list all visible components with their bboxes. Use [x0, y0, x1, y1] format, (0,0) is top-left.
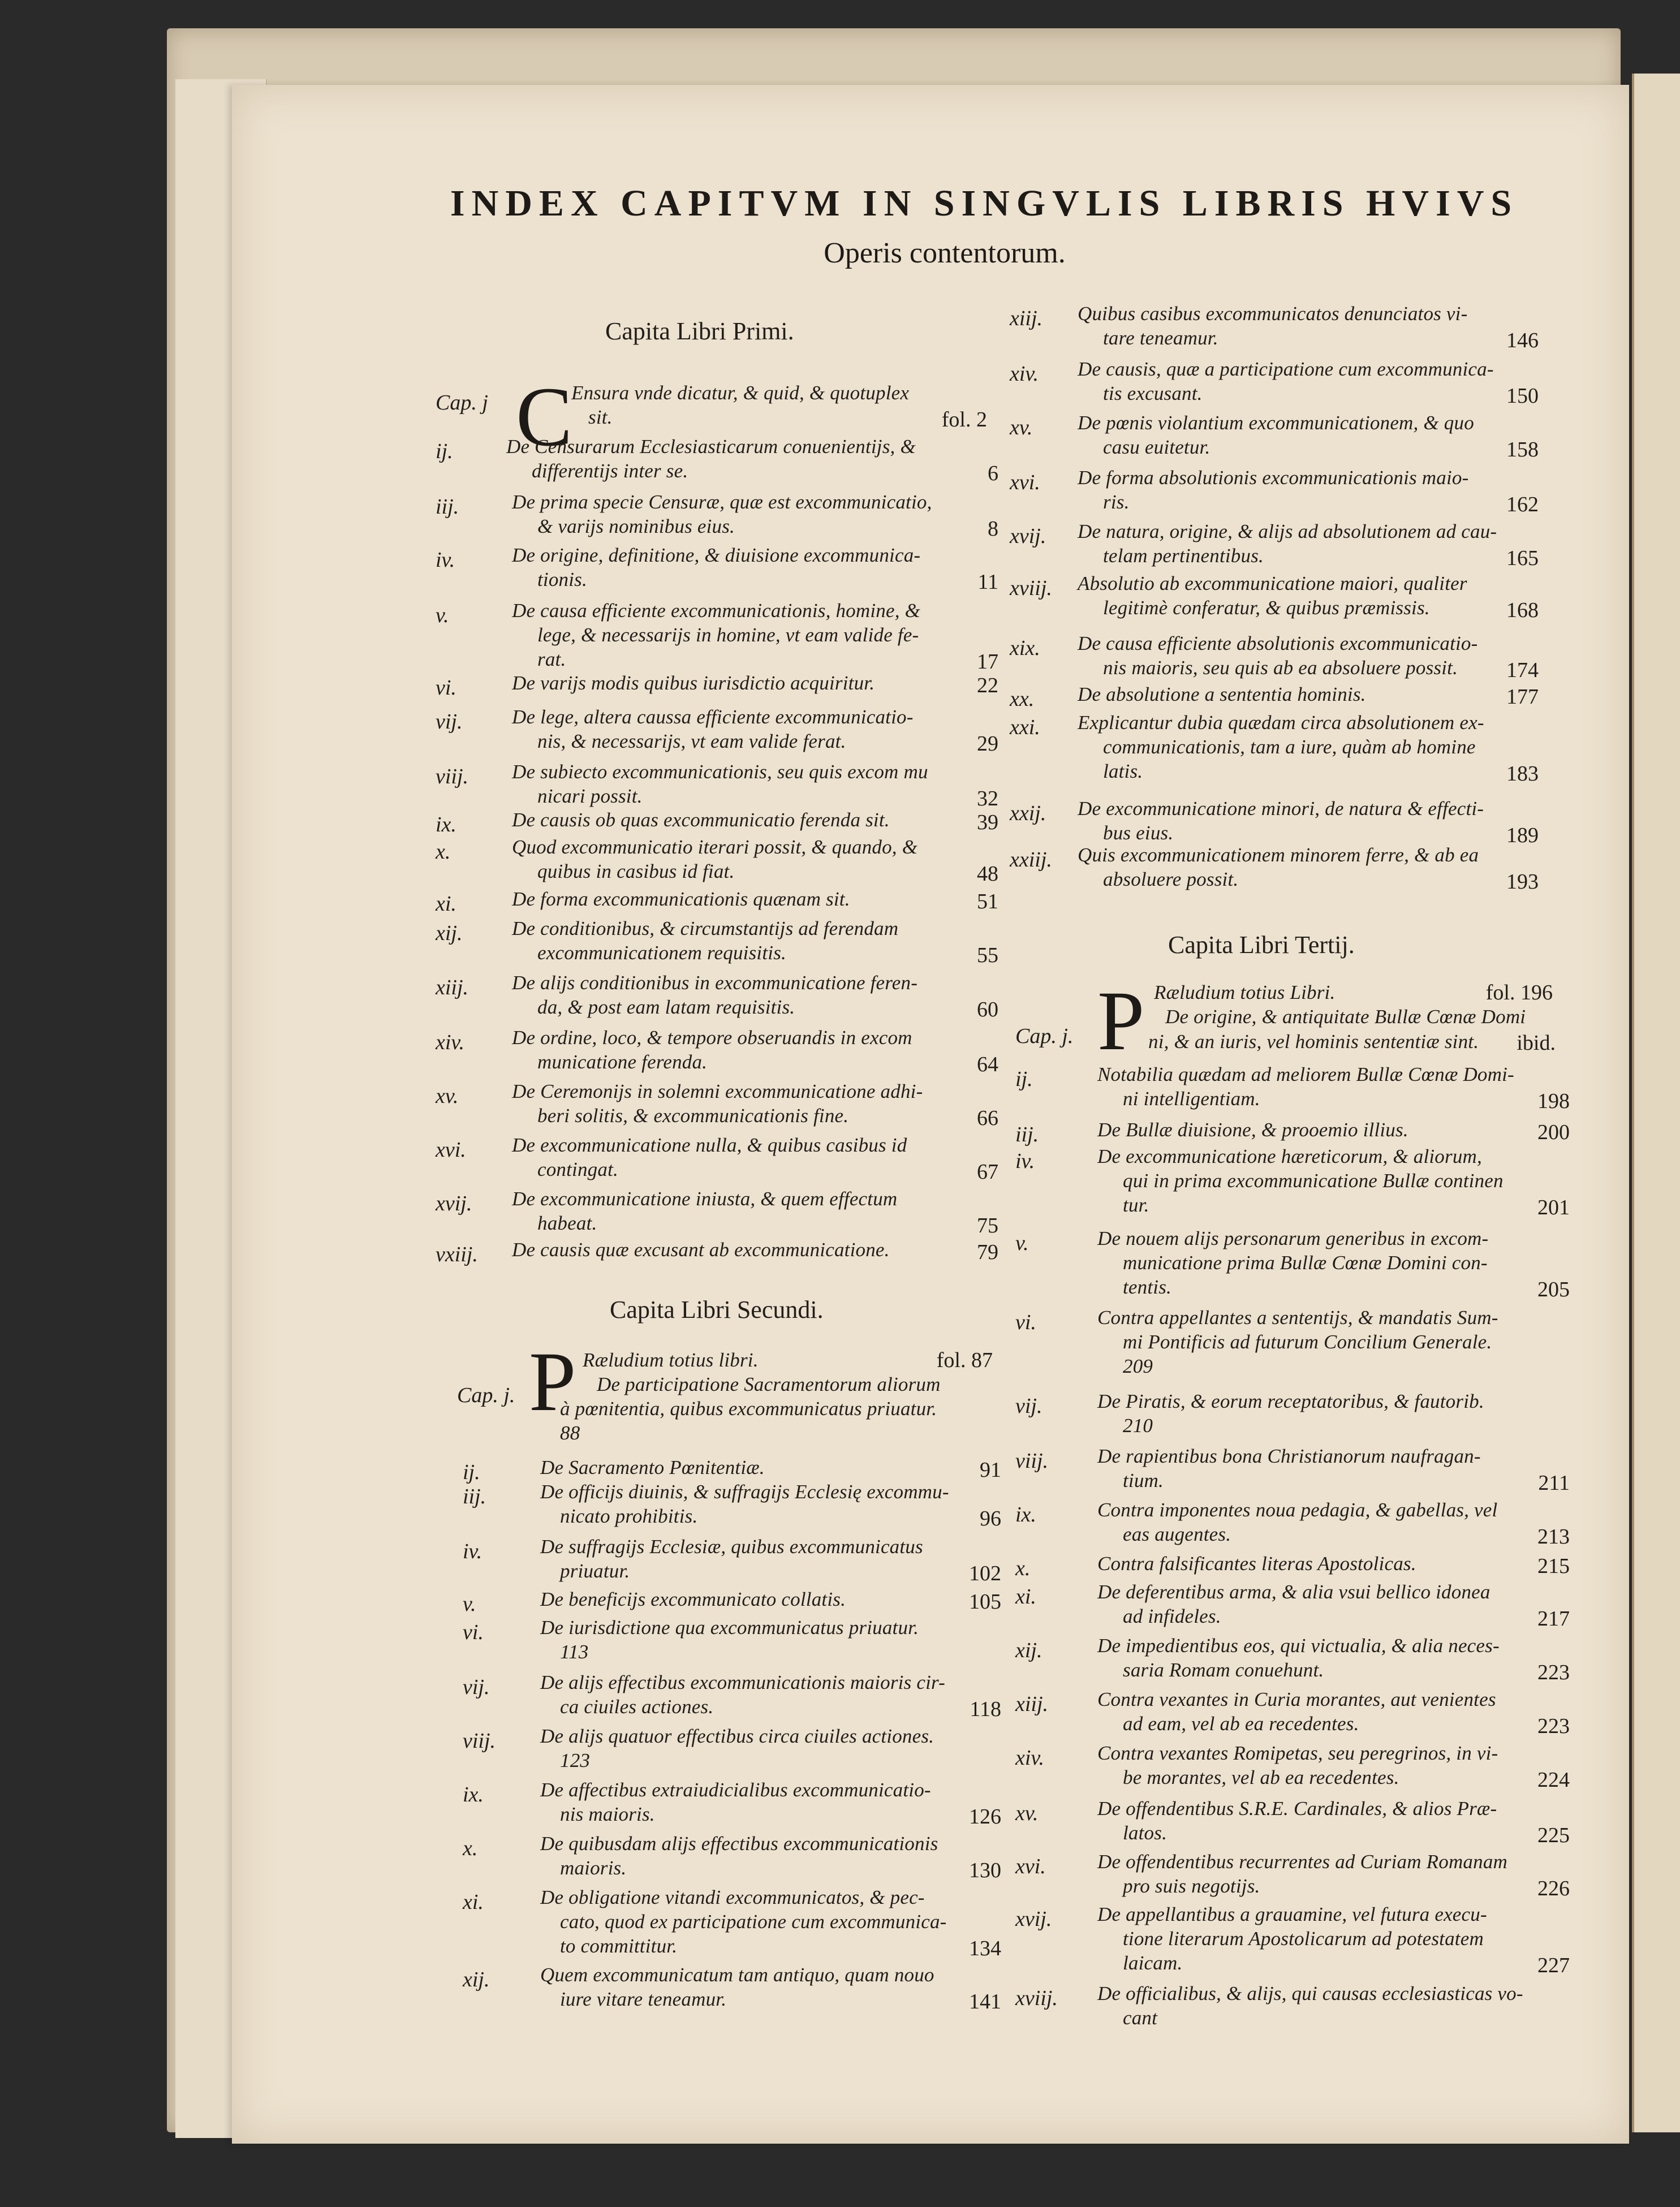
chapter-number: v. — [1015, 1231, 1029, 1255]
chapter-title-line: Ræludium totius Libri. — [1154, 981, 1336, 1003]
chapter-title-line: De natura, origine, & alijs ad absolutionem ad cau- — [1078, 520, 1497, 542]
chapter-number: xxij. — [1010, 801, 1046, 825]
chapter-title-line: tare teneamur. — [1103, 327, 1218, 349]
page-number: 134 — [969, 1937, 1001, 1960]
chapter-number: xi. — [463, 1890, 484, 1914]
chapter-title-line: De offendentibus S.R.E. Cardinales, & alios Præ- — [1097, 1798, 1497, 1820]
chapter-title-line: tentis. — [1123, 1276, 1171, 1298]
chapter-title-line: 113 — [560, 1641, 589, 1663]
page-number: 67 — [977, 1160, 998, 1184]
chapter-title-line: à pœnitentia, quibus excommunicatus priuatur. — [560, 1398, 937, 1420]
chapter-title-line: beri solitis, & excommunicationis fine. — [537, 1105, 849, 1127]
chapter-title-line: De beneficijs excommunicato collatis. — [540, 1588, 846, 1610]
page-number: 223 — [1537, 1714, 1570, 1738]
chapter-title-line: telam pertinentibus. — [1103, 545, 1264, 567]
chapter-number: ij. — [463, 1460, 480, 1484]
section-heading: Capita Libri Tertij. — [1168, 931, 1355, 959]
page-number: 75 — [977, 1214, 998, 1238]
chapter-number: xviij. — [1010, 576, 1052, 600]
page-number: 66 — [977, 1106, 998, 1130]
page-number: fol. 87 — [936, 1348, 993, 1372]
drop-capital: P — [1097, 974, 1145, 1068]
chapter-number: iij. — [436, 495, 459, 519]
chapter-title-line: De Piratis, & eorum receptatoribus, & fautorib. — [1097, 1390, 1484, 1412]
chapter-title-line: De forma absolutionis excommunicationis maio- — [1078, 467, 1469, 489]
chapter-title-line: De officijs diuinis, & suffragijs Ecclesię excommu- — [540, 1481, 949, 1503]
chapter-number: iv. — [463, 1540, 483, 1563]
page-title: INDEX CAPITVM IN SINGVLIS LIBRIS HVIVS — [450, 183, 1519, 224]
chapter-number: v. — [436, 604, 449, 627]
chapter-title-line: De obligatione vitandi excommunicatos, & pec- — [540, 1886, 925, 1908]
chapter-number: xxi. — [1010, 715, 1040, 739]
chapter-title-line: tur. — [1123, 1194, 1149, 1216]
chapter-number: Cap. j. — [1015, 1024, 1074, 1048]
page-number: 64 — [977, 1053, 998, 1076]
page-number: 168 — [1506, 598, 1539, 622]
chapter-title-line: De conditionibus, & circumstantijs ad ferendam — [512, 917, 899, 939]
chapter-title-line: De causis quæ excusant ab excommunicatione. — [512, 1239, 890, 1261]
chapter-title-line: De quibusdam alijs effectibus excommunicationis — [540, 1833, 938, 1855]
section-heading: Capita Libri Primi. — [605, 317, 794, 345]
page-number: 224 — [1537, 1768, 1570, 1792]
chapter-title-line: Absolutio ab excommunicatione maiori, qualiter — [1078, 572, 1467, 594]
page-number: 130 — [969, 1859, 1001, 1882]
chapter-title-line: & varijs nominibus eius. — [537, 515, 735, 537]
chapter-title-line: De ordine, loco, & tempore obseruandis in excom — [512, 1027, 912, 1049]
chapter-number: xiv. — [1010, 362, 1039, 386]
page-number: 60 — [977, 998, 998, 1021]
chapter-number: ix. — [1015, 1503, 1036, 1527]
chapter-title-line: communicationis, tam a iure, quàm ab homine — [1103, 736, 1476, 758]
chapter-title-line: differentijs inter se. — [532, 460, 688, 482]
chapter-title-line: nis maioris. — [560, 1803, 655, 1825]
chapter-title-line: eas augentes. — [1123, 1523, 1231, 1545]
chapter-number: xiv. — [1015, 1746, 1044, 1770]
chapter-title-line: legitimè conferatur, & quibus præmissis. — [1103, 597, 1430, 619]
chapter-title-line: Contra falsificantes literas Apostolicas. — [1097, 1553, 1416, 1575]
chapter-title-line: De alijs conditionibus in excommunicatione feren- — [512, 972, 918, 994]
chapter-title-line: ad eam, vel ab ea recedentes. — [1123, 1713, 1359, 1735]
chapter-number: xviij. — [1015, 1986, 1058, 2010]
chapter-title-line: tionis. — [537, 568, 587, 590]
chapter-title-line: De Ceremonijs in solemni excommunicatione adhi- — [512, 1080, 923, 1102]
chapter-title-line: De appellantibus a grauamine, vel futura execu- — [1097, 1903, 1487, 1925]
section-heading: Capita Libri Secundi. — [610, 1296, 824, 1324]
chapter-title-line: De Censurarum Ecclesiasticarum conuenientijs, & — [506, 436, 916, 458]
page-number: 193 — [1506, 870, 1539, 894]
page-number: 225 — [1537, 1824, 1570, 1847]
chapter-number: vxiij. — [436, 1243, 478, 1266]
chapter-title-line: priuatur. — [560, 1560, 630, 1582]
chapter-title-line: Quem excommunicatum tam antiquo, quam nouo — [540, 1964, 934, 1986]
page-number: 6 — [988, 462, 998, 485]
chapter-number: xvi. — [1010, 471, 1040, 494]
chapter-title-line: De suffragijs Ecclesiæ, quibus excommunicatus — [540, 1536, 923, 1558]
page-number: 29 — [977, 732, 998, 756]
drop-capital: C — [516, 370, 573, 464]
chapter-title-line: De participatione Sacramentorum aliorum — [597, 1373, 941, 1395]
chapter-number: ij. — [1015, 1067, 1033, 1091]
chapter-title-line: 88 — [560, 1422, 580, 1444]
chapter-title-line: ad infideles. — [1123, 1605, 1221, 1627]
chapter-title-line: Contra imponentes noua pedagia, & gabellas, vel — [1097, 1499, 1498, 1521]
page-number: 189 — [1506, 824, 1539, 847]
page-number: 150 — [1506, 384, 1539, 408]
chapter-number: xx. — [1010, 687, 1035, 711]
chapter-title-line: De causis, quæ a participatione cum excommunica- — [1078, 358, 1494, 380]
chapter-title-line: De varijs modis quibus iurisdictio acquiritur. — [512, 672, 875, 694]
chapter-title-line: mi Pontificis ad futurum Concilium Generale. — [1123, 1331, 1492, 1353]
chapter-title-line: 123 — [560, 1749, 591, 1771]
chapter-number: xxiij. — [1010, 848, 1052, 872]
chapter-title-line: ni, & an iuris, vel hominis sententiæ sint. — [1148, 1031, 1479, 1053]
chapter-title-line: Quis excommunicationem minorem ferre, & ab ea — [1078, 844, 1479, 866]
chapter-number: viij. — [436, 765, 469, 788]
chapter-title-line: quibus in casibus id fiat. — [537, 860, 735, 882]
page-number: fol. 2 — [941, 408, 987, 432]
chapter-title-line: De causa efficiente excommunicationis, homine, & — [512, 600, 921, 622]
chapter-title-line: Quod excommunicatio iterari possit, & quando, & — [512, 836, 918, 858]
chapter-number: iv. — [436, 548, 455, 572]
chapter-title-line: rat. — [537, 648, 566, 670]
chapter-number: xv. — [436, 1084, 459, 1108]
chapter-number: vij. — [1015, 1394, 1043, 1418]
chapter-title-line: De affectibus extraiudicialibus excommunicatio- — [540, 1779, 931, 1801]
chapter-title-line: Notabilia quædam ad meliorem Bullæ Cœnæ Domi- — [1097, 1063, 1514, 1085]
page-number: fol. 196 — [1485, 981, 1553, 1005]
chapter-number: xi. — [436, 892, 456, 916]
chapter-number: ix. — [436, 813, 456, 837]
chapter-number: Cap. j — [436, 391, 488, 415]
chapter-number: xij. — [1015, 1639, 1043, 1662]
page-number: 213 — [1537, 1525, 1570, 1549]
chapter-title-line: ni intelligentiam. — [1123, 1088, 1260, 1110]
chapter-title-line: De iurisdictione qua excommunicatus priuatur. — [540, 1617, 919, 1639]
page-number: 215 — [1537, 1554, 1570, 1578]
chapter-number: vij. — [463, 1675, 490, 1699]
page-number: 217 — [1537, 1607, 1570, 1631]
chapter-title-line: De deferentibus arma, & alia vsui bellico idonea — [1097, 1581, 1491, 1603]
chapter-title-line: De prima specie Censuræ, quæ est excommunicatio, — [512, 491, 932, 513]
chapter-number: vi. — [1015, 1311, 1036, 1334]
page-number: 51 — [977, 890, 998, 913]
page-number: 141 — [969, 1990, 1001, 2014]
page-number: 177 — [1506, 685, 1539, 709]
chapter-number: xiij. — [1010, 307, 1043, 330]
chapter-title-line: De causis ob quas excommunicatio ferenda sit. — [512, 809, 890, 831]
chapter-number: v. — [463, 1592, 476, 1616]
page-number: 198 — [1537, 1089, 1570, 1113]
chapter-title-line: tis excusant. — [1103, 382, 1203, 404]
chapter-title-line: contingat. — [537, 1158, 618, 1180]
page-number: 200 — [1537, 1120, 1570, 1144]
page-number: 8 — [988, 517, 998, 541]
chapter-number: x. — [436, 840, 451, 864]
page-number: 174 — [1506, 658, 1539, 682]
page-number: 162 — [1506, 493, 1539, 516]
chapter-title-line: cant — [1123, 2007, 1158, 2029]
chapter-title-line: De rapientibus bona Christianorum naufragan- — [1097, 1445, 1481, 1467]
chapter-number: vi. — [436, 676, 456, 700]
chapter-number: iij. — [463, 1485, 486, 1508]
page-number: 165 — [1506, 546, 1539, 570]
chapter-title-line: latis. — [1103, 760, 1143, 782]
chapter-title-line: De lege, altera caussa efficiente excommunicatio- — [512, 706, 914, 728]
page-number: 96 — [980, 1507, 1001, 1531]
page-number: 126 — [969, 1805, 1001, 1829]
chapter-title-line: sit. — [588, 406, 613, 428]
chapter-title-line: De officialibus, & alijs, qui causas ecclesiasticas vo- — [1097, 1982, 1523, 2005]
chapter-number: xvi. — [436, 1138, 466, 1162]
chapter-number: xij. — [436, 921, 463, 945]
chapter-number: iv. — [1015, 1149, 1035, 1173]
chapter-title-line: pro suis negotijs. — [1123, 1875, 1260, 1897]
chapter-title-line: Explicantur dubia quædam circa absolutionem ex- — [1078, 712, 1484, 734]
chapter-title-line: De subiecto excommunicationis, seu quis excom mu — [512, 761, 928, 783]
page-number: ibid. — [1517, 1031, 1556, 1055]
chapter-title-line: nis, & necessarijs, vt eam valide ferat. — [537, 730, 846, 752]
chapter-title-line: De excommunicatione nulla, & quibus casibus id — [512, 1134, 907, 1156]
page-number: 183 — [1506, 762, 1539, 786]
chapter-title-line: tium. — [1123, 1469, 1164, 1492]
chapter-number: viij. — [1015, 1449, 1049, 1473]
page-number: 201 — [1537, 1196, 1570, 1219]
page-number: 146 — [1506, 329, 1539, 352]
chapter-title-line: ris. — [1103, 491, 1130, 513]
page-number: 22 — [977, 674, 998, 697]
chapter-title-line: habeat. — [537, 1212, 597, 1234]
chapter-title-line: absoluere possit. — [1103, 868, 1239, 890]
page-number: 102 — [969, 1562, 1001, 1585]
chapter-title-line: De Sacramento Pœnitentiæ. — [540, 1456, 765, 1478]
page-number: 226 — [1537, 1877, 1570, 1900]
chapter-title-line: De absolutione a sententia hominis. — [1078, 683, 1366, 705]
page-number: 223 — [1537, 1661, 1570, 1684]
chapter-title-line: municatione ferenda. — [537, 1051, 708, 1073]
chapter-number: xi. — [1015, 1585, 1036, 1609]
chapter-number: Cap. j. — [457, 1383, 515, 1407]
page-number: 118 — [970, 1697, 1001, 1721]
chapter-title-line: De excommunicatione minori, de natura & effecti- — [1078, 798, 1484, 820]
chapter-title-line: tione literarum Apostolicarum ad potestatem — [1123, 1928, 1484, 1950]
chapter-title-line: be morantes, vel ab ea recedentes. — [1123, 1766, 1399, 1788]
chapter-title-line: bus eius. — [1103, 822, 1174, 844]
chapter-number: xvij. — [1010, 524, 1046, 548]
page-number: 11 — [977, 570, 998, 594]
chapter-title-line: municatione prima Bullæ Cœnæ Domini con- — [1123, 1252, 1488, 1274]
chapter-number: xiv. — [436, 1031, 464, 1054]
chapter-title-line: saria Romam conuehunt. — [1123, 1659, 1324, 1681]
chapter-title-line: De excommunicatione hæreticorum, & aliorum, — [1097, 1145, 1482, 1167]
chapter-title-line: Contra vexantes Romipetas, seu peregrinos, in vi- — [1097, 1742, 1498, 1764]
chapter-title-line: nicari possit. — [537, 785, 643, 807]
chapter-number: xix. — [1010, 636, 1040, 660]
chapter-title-line: De offendentibus recurrentes ad Curiam Romanam — [1097, 1851, 1507, 1873]
chapter-title-line: De alijs quatuor effectibus circa ciuiles actiones. — [540, 1725, 934, 1747]
chapter-title-line: De origine, definitione, & diuisione excommunica- — [512, 544, 921, 566]
chapter-number: xij. — [463, 1968, 490, 1992]
page-number: 91 — [980, 1458, 1001, 1482]
page-number: 205 — [1537, 1278, 1570, 1301]
page-number: 227 — [1537, 1954, 1570, 1977]
chapter-title-line: De causa efficiente absolutionis excommunicatio- — [1078, 632, 1478, 654]
chapter-number: xv. — [1010, 416, 1033, 439]
page-number: 48 — [977, 862, 998, 886]
chapter-number: xv. — [1015, 1801, 1039, 1825]
chapter-title-line: ca ciuiles actiones. — [560, 1696, 714, 1718]
chapter-title-line: Contra vexantes in Curia morantes, aut venientes — [1097, 1688, 1496, 1710]
chapter-title-line: De origine, & antiquitate Bullæ Cœnæ Domi — [1165, 1006, 1526, 1028]
chapter-number: xiij. — [1015, 1692, 1049, 1716]
chapter-title-line: Ræludium totius libri. — [583, 1349, 759, 1371]
chapter-title-line: to committitur. — [560, 1935, 678, 1957]
chapter-title-line: De pœnis violantium excommunicationem, & quo — [1078, 412, 1474, 434]
chapter-title-line: iure vitare teneamur. — [560, 1988, 727, 2010]
chapter-title-line: De alijs effectibus excommunicationis maioris cir- — [540, 1671, 945, 1693]
chapter-title-line: nis maioris, seu quis ab ea absoluere possit. — [1103, 657, 1458, 679]
chapter-number: xvij. — [436, 1192, 472, 1215]
chapter-title-line: 209 — [1123, 1355, 1153, 1377]
chapter-number: ij. — [436, 439, 453, 463]
page-number: 39 — [977, 811, 998, 834]
drop-capital: P — [529, 1335, 576, 1429]
chapter-title-line: excommunicationem requisitis. — [537, 942, 786, 964]
chapter-title-line: De nouem alijs personarum generibus in excom- — [1097, 1227, 1489, 1249]
chapter-number: viij. — [463, 1729, 496, 1753]
page-number: 55 — [977, 943, 998, 967]
chapter-title-line: qui in prima excommunicatione Bullæ continen — [1123, 1170, 1504, 1192]
chapter-title-line: cato, quod ex participatione cum excommunica- — [560, 1911, 947, 1933]
chapter-title-line: 210 — [1123, 1415, 1153, 1437]
chapter-title-line: Quibus casibus excommunicatos denunciatos vi- — [1078, 303, 1468, 325]
chapter-title-line: Ensura vnde dicatur, & quid, & quotuplex — [571, 382, 910, 404]
chapter-title-line: Contra appellantes a sententijs, & mandatis Sum- — [1097, 1307, 1498, 1329]
chapter-title-line: lege, & necessarijs in homine, vt eam valide fe- — [537, 624, 919, 646]
chapter-title-line: nicato prohibitis. — [560, 1505, 698, 1527]
page-number: 158 — [1506, 438, 1539, 462]
chapter-number: x. — [463, 1837, 478, 1860]
chapter-number: vij. — [436, 710, 463, 734]
chapter-title-line: latos. — [1123, 1822, 1168, 1844]
page-number: 79 — [977, 1240, 998, 1264]
page-number: 17 — [977, 650, 998, 674]
chapter-number: xvij. — [1015, 1907, 1052, 1931]
page-number: 32 — [977, 787, 998, 811]
chapter-title-line: De Bullæ diuisione, & prooemio illius. — [1097, 1119, 1408, 1141]
facing-page-edge — [1632, 74, 1680, 2132]
chapter-number: xvi. — [1015, 1855, 1046, 1878]
page-number: 211 — [1538, 1471, 1570, 1495]
chapter-title-line: De impedientibus eos, qui victualia, & alia neces- — [1097, 1635, 1500, 1657]
chapter-title-line: De excommunicatione iniusta, & quem effectum — [512, 1188, 898, 1210]
chapter-title-line: da, & post eam latam requisitis. — [537, 996, 795, 1018]
chapter-title-line: laicam. — [1123, 1952, 1183, 1974]
page-subtitle: Operis contentorum. — [824, 237, 1066, 269]
chapter-number: ix. — [463, 1783, 484, 1807]
chapter-title-line: maioris. — [560, 1857, 627, 1879]
chapter-title-line: casu euitetur. — [1103, 436, 1211, 458]
page-number: 105 — [969, 1590, 1001, 1614]
chapter-number: x. — [1015, 1557, 1031, 1580]
chapter-title-line: De forma excommunicationis quænam sit. — [512, 888, 850, 910]
chapter-number: iij. — [1015, 1123, 1039, 1146]
chapter-number: vi. — [463, 1620, 484, 1644]
chapter-number: xiij. — [436, 976, 469, 999]
